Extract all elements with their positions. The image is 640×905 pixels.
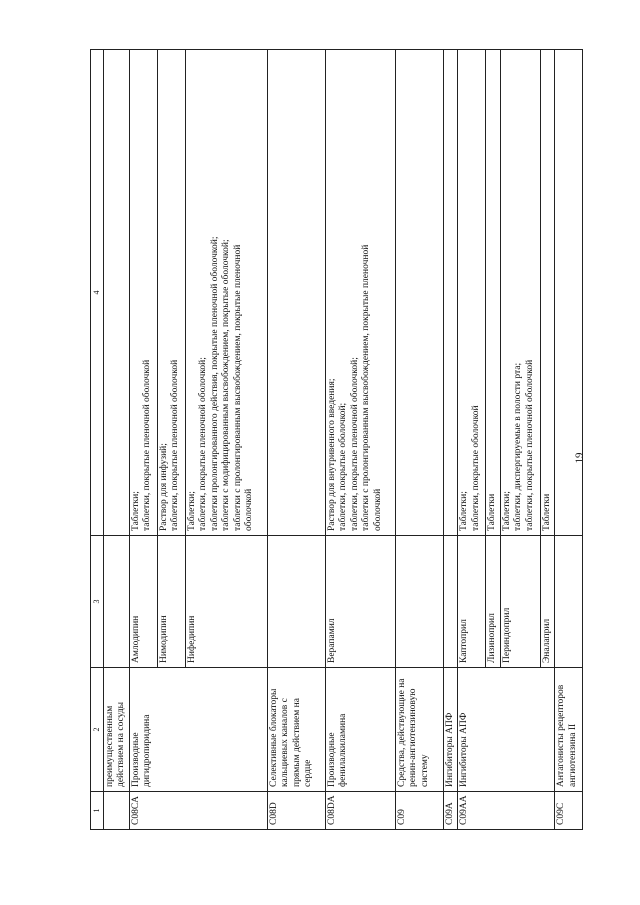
code-cell: C09 bbox=[395, 792, 443, 830]
form-line: таблетки, покрытые пленочной оболочкой; bbox=[349, 357, 360, 531]
form-line: Таблетки; bbox=[130, 491, 141, 531]
forms-cell bbox=[267, 50, 325, 536]
code-cell: C09A bbox=[443, 792, 458, 830]
form-line: таблетки с пролонгированным высвобождением, покрытые пленочной bbox=[232, 244, 243, 531]
table-row bbox=[458, 50, 486, 830]
group-name-cell: Селективные блокаторы кальциевых каналов с прямым действием на сердце bbox=[267, 668, 325, 792]
table-row bbox=[129, 50, 157, 830]
drug-cell: Нифедипин bbox=[185, 536, 267, 668]
group-name-cell: Производные фенилалкиламина bbox=[325, 668, 395, 792]
drug-table-container bbox=[90, 50, 632, 830]
drug-cell: Амлодипин bbox=[129, 536, 157, 668]
table-row bbox=[443, 50, 458, 830]
forms-cell bbox=[443, 50, 458, 536]
header-cell: 2 bbox=[91, 668, 104, 792]
forms-cell bbox=[500, 50, 540, 536]
header-cell: 1 bbox=[91, 792, 104, 830]
table-row bbox=[325, 50, 395, 830]
form-line: таблетки, покрытые пленочной оболочкой; bbox=[198, 357, 208, 531]
form-line: таблетки, диспергируемые в полости рта; bbox=[513, 362, 523, 531]
group-name-cell: Производные дигидропиридина bbox=[129, 668, 267, 792]
table-row bbox=[395, 50, 443, 830]
form-line: Таблетки bbox=[487, 493, 497, 531]
drug-cell bbox=[395, 536, 443, 668]
forms-cell bbox=[486, 50, 501, 536]
group-name-cell: Средства, действующие на ренин-ангиотензиновую систему bbox=[395, 668, 443, 792]
table-row bbox=[555, 50, 583, 830]
form-line: оболочкой bbox=[244, 488, 254, 531]
forms-cell bbox=[103, 50, 129, 536]
group-name-cell: Антагонисты рецепторов ангиотензина II bbox=[555, 668, 583, 792]
form-line: таблетки пролонгированного действия, покрытые пленочной оболочкой; bbox=[209, 236, 220, 531]
group-name-cell: Ингибиторы АПФ bbox=[443, 668, 458, 792]
form-line: таблетки, покрытые пленочной оболочкой bbox=[524, 359, 535, 531]
forms-cell bbox=[458, 50, 486, 536]
group-name-cell: преимущественным действием на сосуды bbox=[103, 668, 129, 792]
form-line: Таблетки; bbox=[186, 491, 197, 531]
header-cell: 3 bbox=[91, 536, 104, 668]
code-cell bbox=[103, 792, 129, 830]
forms-cell bbox=[129, 50, 157, 536]
table-header bbox=[91, 50, 104, 830]
drug-cell: Верапамил bbox=[325, 536, 395, 668]
forms-cell bbox=[325, 50, 395, 536]
code-cell: C09C bbox=[555, 792, 583, 830]
form-line: таблетки, покрытые пленочной оболочкой bbox=[142, 359, 152, 531]
form-line: Таблетки; bbox=[459, 491, 469, 531]
page-number: 19 bbox=[573, 452, 586, 464]
table-row bbox=[103, 50, 129, 830]
code-cell: C08DA bbox=[325, 792, 395, 830]
header-cell: 4 bbox=[91, 50, 104, 536]
drug-table bbox=[90, 49, 583, 830]
forms-cell bbox=[157, 50, 185, 536]
drug-cell: Лизиноприл bbox=[486, 536, 501, 668]
form-line: таблетки с модифицированным высвобождением, покрытые оболочкой; bbox=[221, 239, 231, 531]
forms-cell bbox=[555, 50, 583, 536]
form-line: Таблетки bbox=[541, 493, 552, 531]
form-line: таблетки, покрытые оболочкой; bbox=[338, 402, 348, 531]
drug-cell: Эналаприл bbox=[540, 536, 555, 668]
form-line: оболочкой bbox=[372, 488, 383, 531]
forms-cell bbox=[185, 50, 267, 536]
form-line: Раствор для внутривенного введения; bbox=[326, 378, 337, 531]
code-cell: C08D bbox=[267, 792, 325, 830]
form-line: таблетки с пролонгированным высвобождением, покрытые пленочной bbox=[361, 244, 371, 531]
drug-cell: Каптоприл bbox=[458, 536, 486, 668]
drug-cell bbox=[103, 536, 129, 668]
drug-cell: Нимодипин bbox=[157, 536, 185, 668]
code-cell: C09AA bbox=[458, 792, 555, 830]
form-line: таблетки, покрытые оболочкой bbox=[470, 405, 481, 531]
table-row bbox=[267, 50, 325, 830]
code-cell: C08CA bbox=[129, 792, 267, 830]
group-name-cell: Ингибиторы АПФ bbox=[458, 668, 555, 792]
drug-cell bbox=[443, 536, 458, 668]
drug-cell bbox=[555, 536, 583, 668]
forms-cell bbox=[540, 50, 555, 536]
drug-cell: Периндоприл bbox=[500, 536, 540, 668]
drug-cell bbox=[267, 536, 325, 668]
form-line: таблетки, покрытые пленочной оболочкой bbox=[170, 359, 180, 531]
form-line: Таблетки; bbox=[501, 491, 512, 531]
form-line: Раствор для инфузий; bbox=[158, 443, 169, 531]
forms-cell bbox=[395, 50, 443, 536]
